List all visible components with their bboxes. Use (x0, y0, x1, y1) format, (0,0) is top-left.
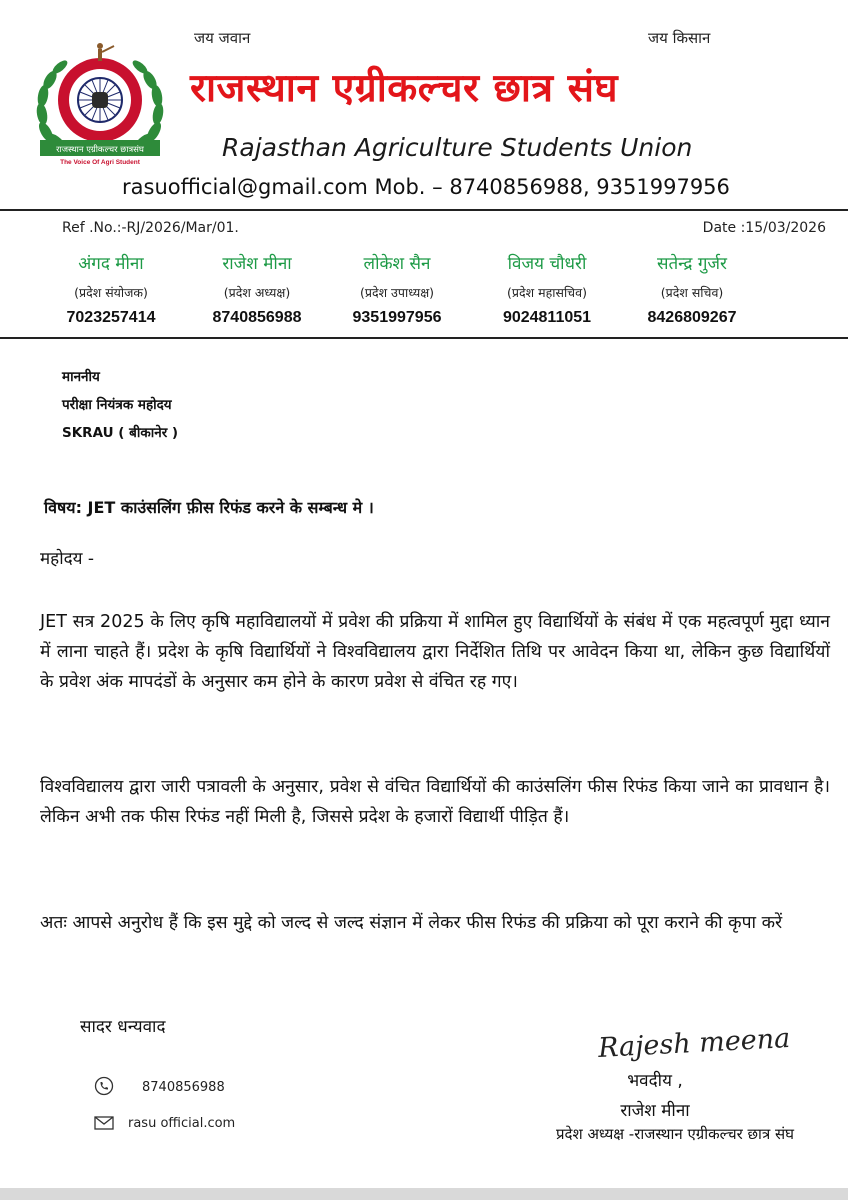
signature-yours: भवदीय , (627, 1071, 683, 1091)
member-vijay (472, 251, 622, 327)
page-bottom-band (0, 1188, 848, 1200)
org-name-hindi: राजस्थान एग्रीकल्चर छात्र संघ (190, 66, 618, 111)
salutation: महोदय - (40, 549, 95, 569)
member-name: विजय चौधरी (507, 254, 587, 274)
recipient-honorific: माननीय (62, 369, 100, 385)
letter-date: Date :15/03/2026 (702, 220, 826, 236)
member-role: (प्रदेश संयोजक) (74, 285, 148, 300)
member-rajesh (182, 251, 332, 327)
member-phone: 8426809267 (647, 309, 737, 326)
member-phone: 8740856988 (212, 309, 302, 326)
phone-icon (94, 1076, 114, 1096)
closing-thanks: सादर धन्यवाद (80, 1017, 166, 1037)
footer-email: rasu official.com (128, 1116, 236, 1131)
recipient-institution: SKRAU ( बीकानेर ) (62, 425, 179, 441)
member-satendra (617, 251, 767, 327)
body-paragraph-1: JET सत्र 2025 के लिए कृषि महाविद्यालयों में प्रवेश की प्रक्रिया में शामिल हुए विद्यार्थियों के संबंध में एक महत्वपूर्ण मुद्दा ध्यान में लाना चाहते हैं। प्रदेश के कृषि विद्यार्थियों ने विश्वविद्यालय द्वारा निर्देशित तिथि पर आवेदन किया था, लेकिन कुछ विद्यार्थियों के प्रवेश अंक मापदंडों के अनुसार कम होने के कारण प्रवेश से वंचित रह गए। (40, 612, 830, 692)
member-role: (प्रदेश उपाध्यक्ष) (359, 285, 435, 300)
member-name: राजेश मीना (222, 254, 292, 274)
members-divider (0, 337, 848, 339)
recipient-title: परीक्षा नियंत्रक महोदय (62, 397, 172, 413)
svg-text:The Voice Of Agri Student: The Voice Of Agri Student (60, 159, 140, 166)
header-divider (0, 209, 848, 211)
member-role: (प्रदेश अध्यक्ष) (223, 285, 291, 300)
handwritten-signature: Rajesh meena (597, 1022, 791, 1065)
footer-phone: 8740856988 (142, 1080, 225, 1095)
member-name: अंगद मीना (78, 254, 144, 274)
member-role: (प्रदेश सचिव) (660, 285, 724, 300)
reference-number: Ref .No.:-RJ/2026/Mar/01. (62, 220, 239, 236)
body-paragraph-2: विश्वविद्यालय द्वारा जारी पत्रावली के अनुसार, प्रवेश से वंचित विद्यार्थियों की काउंसलिंग फीस रिफंड किया जाने का प्रावधान है। लेकिन अभी तक फीस रिफंड नहीं मिली है, जिससे प्रदेश के हजारों विद्यार्थी पीड़ित हैं। (40, 777, 830, 827)
svg-text:राजस्थान एग्रीकल्चर छात्रसंघ: राजस्थान एग्रीकल्चर छात्रसंघ (56, 145, 144, 155)
slogan-right: जय किसान (648, 29, 711, 47)
slogan-left: जय जवान (194, 29, 251, 47)
letter-subject: विषय: JET काउंसलिंग फ़ीस रिफंड करने के सम्बन्ध मे । (44, 498, 374, 517)
body-paragraph-3: अतः आपसे अनुरोध हैं कि इस मुद्दे को जल्द से जल्द संज्ञान में लेकर फीस रिफंड की प्रक्रिया को पूरा कराने की कृपा करें (40, 913, 783, 933)
member-lokesh (322, 251, 472, 327)
member-phone: 9024811051 (502, 309, 592, 326)
signature-name: राजेश मीना (620, 1101, 690, 1121)
member-name: लोकेश सैन (363, 254, 431, 274)
member-phone: 7023257414 (66, 309, 156, 326)
member-name: सतेन्द्र गुर्जर (656, 254, 727, 274)
contact-line: rasuofficial@gmail.com Mob. – 8740856988, 9351997956 (122, 175, 730, 199)
signature-designation: प्रदेश अध्यक्ष -राजस्थान एग्रीकल्चर छात्र संघ (556, 1125, 794, 1143)
member-role: (प्रदेश महासचिव) (507, 285, 587, 300)
member-phone: 9351997956 (352, 309, 442, 326)
org-name-english: Rajasthan Agriculture Students Union (222, 133, 693, 162)
mail-icon (94, 1115, 114, 1131)
union-emblem-logo (30, 40, 170, 170)
logo-graphic (30, 40, 170, 170)
member-angad (36, 251, 186, 327)
